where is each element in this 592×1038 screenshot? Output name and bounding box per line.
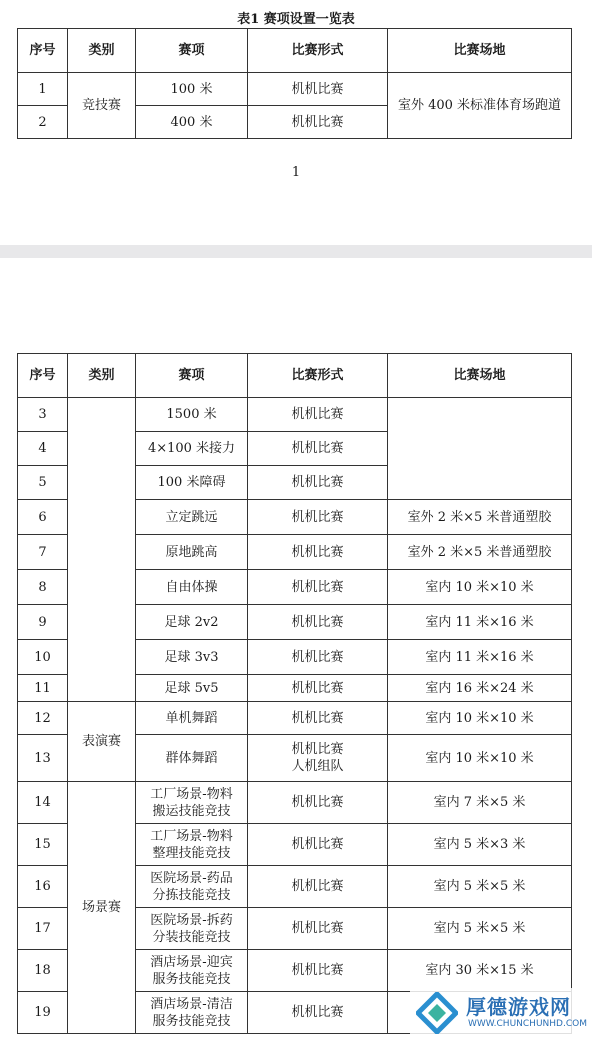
cell-event-line1: 酒店场景-清洁	[150, 996, 233, 1012]
cell-no: 3	[18, 398, 68, 432]
cell-format: 机机比赛	[248, 466, 388, 500]
cell-format: 机机比赛	[248, 640, 388, 675]
watermark-url: WWW.CHUNCHUNHD.COM	[468, 1019, 587, 1029]
cell-category: 场景赛	[68, 782, 136, 1034]
cell-venue: 室内 16 米×24 米	[388, 675, 572, 702]
header-venue: 比赛场地	[388, 354, 572, 398]
cell-no: 10	[18, 640, 68, 675]
cell-venue: 室内 11 米×16 米	[388, 640, 572, 675]
table-caption: 表1 赛项设置一览表	[237, 12, 355, 27]
cell-event-line2: 整理技能竞技	[152, 845, 231, 861]
cell-format: 机机比赛	[248, 824, 388, 866]
cell-format: 机机比赛	[248, 702, 388, 735]
cell-event: 4×100 米接力	[136, 432, 248, 466]
cell-venue: 室内 10 米×10 米	[388, 702, 572, 735]
cell-event	[136, 782, 248, 824]
cell-no: 16	[18, 866, 68, 908]
cell-event-line1: 医院场景-药品	[150, 870, 233, 886]
cell-venue: 室内 5 米×3 米	[388, 824, 572, 866]
header-event: 赛项	[136, 354, 248, 398]
header-format: 比赛形式	[248, 29, 388, 73]
cell-event-line2: 服务技能竞技	[152, 1013, 231, 1029]
cell-venue: 室内 5 米×5 米	[388, 908, 572, 950]
cell-no: 18	[18, 950, 68, 992]
cell-event: 单机舞蹈	[136, 702, 248, 735]
event-table-2	[17, 353, 572, 1034]
cell-event: 400 米	[136, 106, 248, 139]
cell-no: 5	[18, 466, 68, 500]
cell-event	[136, 908, 248, 950]
header-event: 赛项	[136, 29, 248, 73]
cell-venue: 室内 10 米×10 米	[388, 570, 572, 605]
cell-event	[136, 824, 248, 866]
cell-format: 机机比赛	[248, 605, 388, 640]
table-row	[18, 702, 572, 735]
header-format: 比赛形式	[248, 354, 388, 398]
cell-format: 机机比赛	[248, 535, 388, 570]
cell-venue: 室内 30 米×15 米	[388, 950, 572, 992]
cell-no: 9	[18, 605, 68, 640]
page-number: 1	[291, 165, 301, 180]
header-no: 序号	[18, 29, 68, 73]
cell-format: 机机比赛	[248, 398, 388, 432]
cell-format: 机机比赛	[248, 500, 388, 535]
cell-format: 机机比赛	[248, 675, 388, 702]
cell-no: 19	[18, 992, 68, 1034]
page-divider	[0, 245, 592, 258]
cell-category: 竞技赛	[68, 73, 136, 139]
cell-venue: 室外 2 米×5 米普通塑胶	[388, 535, 572, 570]
cell-event-line2: 分拣技能竞技	[152, 887, 231, 903]
cell-venue: 室内 10 米×10 米	[388, 735, 572, 782]
cell-event-line1: 医院场景-拆药	[150, 912, 233, 928]
cell-no: 4	[18, 432, 68, 466]
table-row	[18, 73, 572, 106]
table-header-row	[18, 29, 572, 73]
cell-format: 机机比赛	[248, 950, 388, 992]
cell-event: 立定跳远	[136, 500, 248, 535]
cell-no: 7	[18, 535, 68, 570]
cell-event: 自由体操	[136, 570, 248, 605]
cell-format	[248, 735, 388, 782]
cell-event-line2: 搬运技能竞技	[152, 803, 231, 819]
cell-venue: 室内 5 米×5 米	[388, 866, 572, 908]
table-row	[18, 782, 572, 824]
cell-event: 1500 米	[136, 398, 248, 432]
cell-event-line1: 工厂场景-物料	[150, 786, 233, 802]
table-row	[18, 398, 572, 432]
cell-event: 100 米障碍	[136, 466, 248, 500]
header-category: 类别	[68, 29, 136, 73]
cell-event: 足球 2v2	[136, 605, 248, 640]
cell-event: 原地跳高	[136, 535, 248, 570]
cell-event-line1: 工厂场景-物料	[150, 828, 233, 844]
cell-format-line1: 机机比赛	[291, 742, 344, 757]
header-no: 序号	[18, 354, 68, 398]
cell-event: 100 米	[136, 73, 248, 106]
diamond-logo-icon	[416, 992, 458, 1034]
watermark	[410, 988, 592, 1038]
cell-no: 6	[18, 500, 68, 535]
cell-category-empty	[68, 398, 136, 702]
cell-no: 2	[18, 106, 68, 139]
cell-format: 机机比赛	[248, 866, 388, 908]
cell-no: 11	[18, 675, 68, 702]
cell-format: 机机比赛	[248, 570, 388, 605]
cell-format: 机机比赛	[248, 432, 388, 466]
cell-no: 15	[18, 824, 68, 866]
event-table-1	[17, 28, 572, 139]
cell-no: 17	[18, 908, 68, 950]
cell-format: 机机比赛	[248, 992, 388, 1034]
cell-no: 8	[18, 570, 68, 605]
cell-venue: 室外 400 米标准体育场跑道	[388, 73, 572, 139]
header-category: 类别	[68, 354, 136, 398]
cell-event-line1: 酒店场景-迎宾	[150, 954, 233, 970]
cell-no: 13	[18, 735, 68, 782]
cell-no: 1	[18, 73, 68, 106]
cell-event	[136, 950, 248, 992]
cell-venue-empty	[388, 398, 572, 500]
cell-event: 群体舞蹈	[136, 735, 248, 782]
watermark-title: 厚德游戏网	[466, 995, 571, 1019]
cell-event-line2: 分装技能竞技	[152, 929, 231, 945]
cell-venue: 室内 7 米×5 米	[388, 782, 572, 824]
cell-format: 机机比赛	[248, 782, 388, 824]
cell-no: 14	[18, 782, 68, 824]
cell-format: 机机比赛	[248, 106, 388, 139]
table-header-row	[18, 354, 572, 398]
cell-format-line2: 人机组队	[291, 759, 344, 774]
cell-venue: 室内 11 米×16 米	[388, 605, 572, 640]
cell-format: 机机比赛	[248, 908, 388, 950]
cell-venue: 室外 2 米×5 米普通塑胶	[388, 500, 572, 535]
cell-event	[136, 866, 248, 908]
header-venue: 比赛场地	[388, 29, 572, 73]
cell-event: 足球 5v5	[136, 675, 248, 702]
cell-category: 表演赛	[68, 702, 136, 782]
cell-format: 机机比赛	[248, 73, 388, 106]
cell-event-line2: 服务技能竞技	[152, 971, 231, 987]
cell-event	[136, 992, 248, 1034]
cell-event: 足球 3v3	[136, 640, 248, 675]
cell-no: 12	[18, 702, 68, 735]
